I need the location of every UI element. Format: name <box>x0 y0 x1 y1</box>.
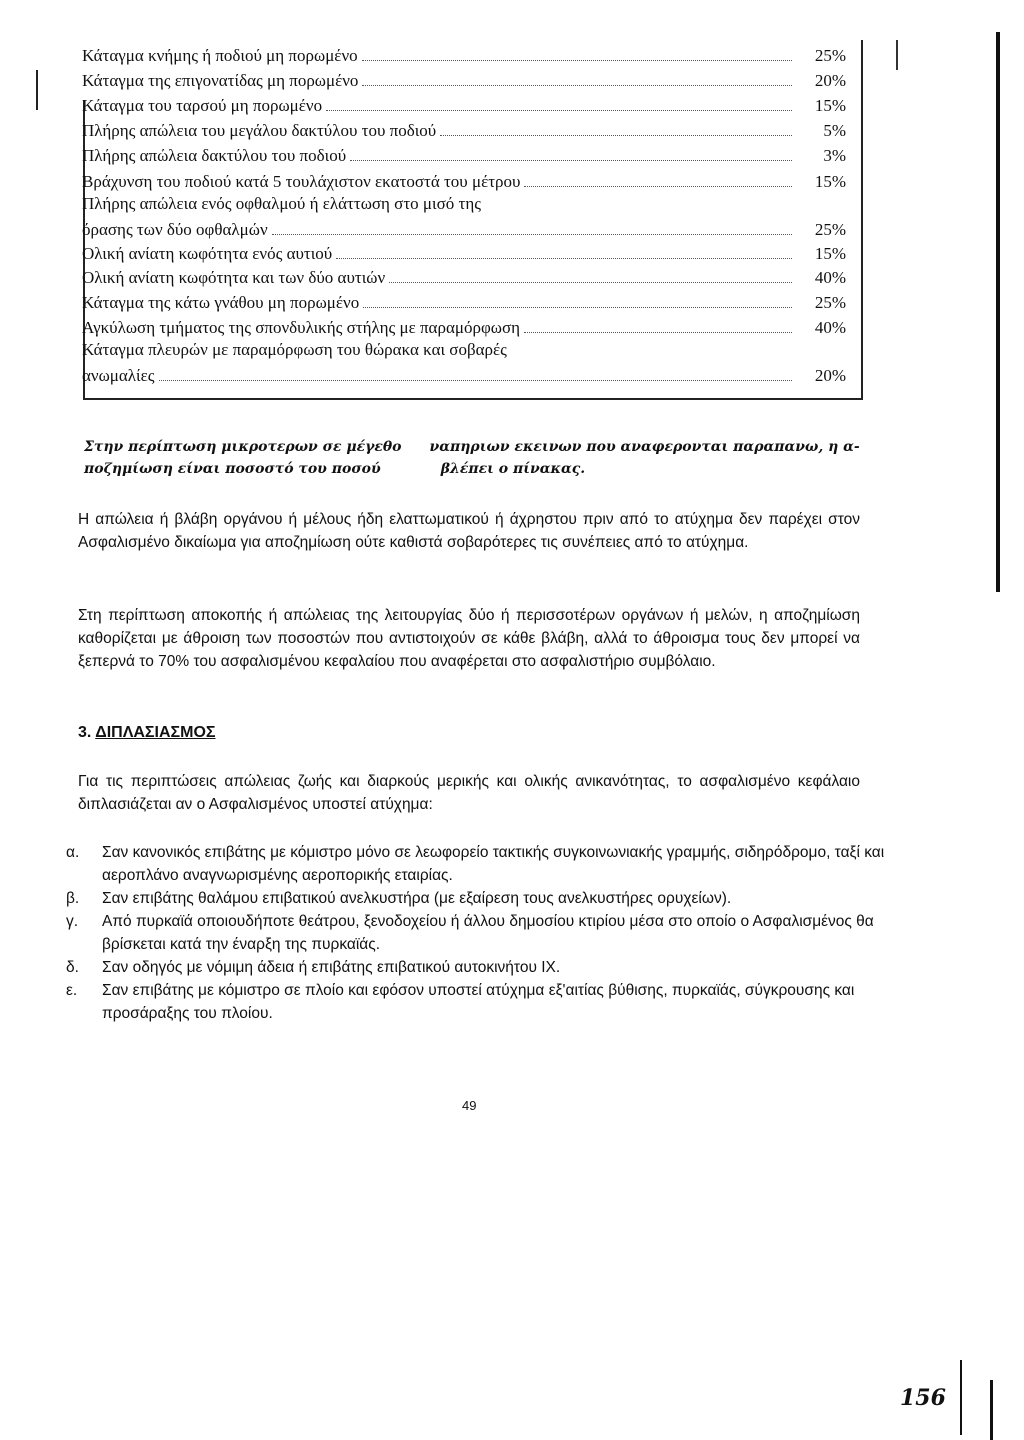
table-row: Κάταγμα της κάτω γνάθου μη πορωμένο 25% <box>82 293 846 312</box>
table-row: όρασης των δύο οφθαλμών 25% <box>82 220 846 239</box>
page-number: 49 <box>462 1098 477 1113</box>
list-item: δ. Σαν οδηγός με νόμιμη άδεια ή επιβάτης επιβατικού αυτοκινήτου ΙΧ. <box>66 959 561 976</box>
table-row: Πλήρης απώλεια δακτύλου του ποδιού 3% <box>82 146 846 165</box>
margin-mark <box>36 70 38 110</box>
section-heading: 3. ΔΙΠΛΑΣΙΑΣΜΟΣ <box>78 724 216 741</box>
list-item: ε. Σαν επιβάτης με κόμιστρο σε πλοίο και εφόσον υποστεί ατύχημα εξ'αιτίας βύθισης, πυρκαϊάς, σύγκρουσης και προσάραξης του πλοίου. <box>66 982 855 1022</box>
scan-edge-line <box>996 32 1000 592</box>
paragraph: Στη περίπτωση αποκοπής ή απώλειας της λειτουργίας δύο ή περισσοτέρων οργάνων ή μελών, η αποζημίωση καθορίζεται με άθροιση των ποσοστών που αντιστοιχούν σε κάθε βλάβη, αλλά το άθροισμα τους δεν μπορεί να ξεπερνά το 70% του ασφαλισμένου κεφαλαίου που αναφέρεται στο ασφαλιστήριο συμβόλαιο. <box>78 607 860 670</box>
list-item: γ. Από πυρκαϊά οποιουδήποτε θεάτρου, ξενοδοχείου ή άλλου δημοσίου κτιρίου μέσα στο οποίο ο Ασφαλισμένος θα βρίσκεται κατά την έναρξη της πυρκαϊάς. <box>66 913 874 953</box>
paragraph: Η απώλεια ή βλάβη οργάνου ή μέλους ήδη ελαττωματικού ή άχρηστου πριν από το ατύχημα δεν παρέχει στον Ασφαλισμένο δικαίωμα για αποζημίωση ούτε καθιστά σοβαρότερες τις συνέπειες από το ατύχημα. <box>78 511 860 551</box>
table-border-bottom <box>83 398 863 400</box>
scan-edge-line <box>960 1360 962 1435</box>
table-row: Κάταγμα κνήμης ή ποδιού μη πορωμένο 25% <box>82 46 846 65</box>
table-row: Βράχυνση του ποδιού κατά 5 τουλάχιστον εκατοστά του μέτρου 15% <box>82 172 846 191</box>
scan-edge-line <box>990 1380 993 1440</box>
paragraph: Για τις περιπτώσεις απώλειας ζωής και διαρκούς μερικής και ολικής ανικανότητας, το ασφαλισμένο κεφάλαιο διπλασιάζεται αν ο Ασφαλισμένος υποστεί ατύχημα: <box>78 773 860 813</box>
table-row: ανωμαλίες 20% <box>82 366 846 385</box>
table-row-label: Κάταγμα πλευρών με παραμόρφωση του θώρακα και σοβαρές <box>82 340 507 359</box>
table-row: Πλήρης απώλεια του μεγάλου δακτύλου του ποδιού 5% <box>82 121 846 140</box>
table-row: Κάταγμα του ταρσού μη πορωμένο 15% <box>82 96 846 115</box>
table-row: Ολική ανίατη κωφότητα ενός αυτιού 15% <box>82 244 846 263</box>
conditions-list <box>66 841 886 1025</box>
table-row: Ολική ανίατη κωφότητα και των δύο αυτιών 40% <box>82 268 846 287</box>
table-row-label: Πλήρης απώλεια ενός οφθαλμού ή ελάττωση στο μισό της <box>82 194 481 213</box>
list-item: β. Σαν επιβάτης θαλάμου επιβατικού ανελκυστήρα (με εξαίρεση τους ανελκυστήρες ορυχείων). <box>66 890 732 907</box>
table-border-right <box>861 40 863 400</box>
scan-edge-line <box>896 40 898 70</box>
table-row: Κάταγμα της επιγονατίδας μη πορωμένο 20% <box>82 71 846 90</box>
table-row: Αγκύλωση τμήματος της σπονδυλικής στήλης με παραμόρφωση 40% <box>82 318 846 337</box>
table-note: Στην περίπτωση μικροτερων σε μέγεθο ναπηριων εκεινων που αναφερονται παραπανω, η α- ποζημίωση είναι ποσοστό του ποσού βλέπει ο πίνακας. <box>84 439 860 477</box>
handwritten-page-number: 156 <box>900 1385 946 1411</box>
list-item: α. Σαν κανονικός επιβάτης με κόμιστρο μόνο σε λεωφορείο τακτικής συγκοινωνιακής γραμμής, σιδηρόδρομο, ταξί και αεροπλάνο αναγνωρισμένης αεροπορικής εταιρίας. <box>66 844 885 884</box>
